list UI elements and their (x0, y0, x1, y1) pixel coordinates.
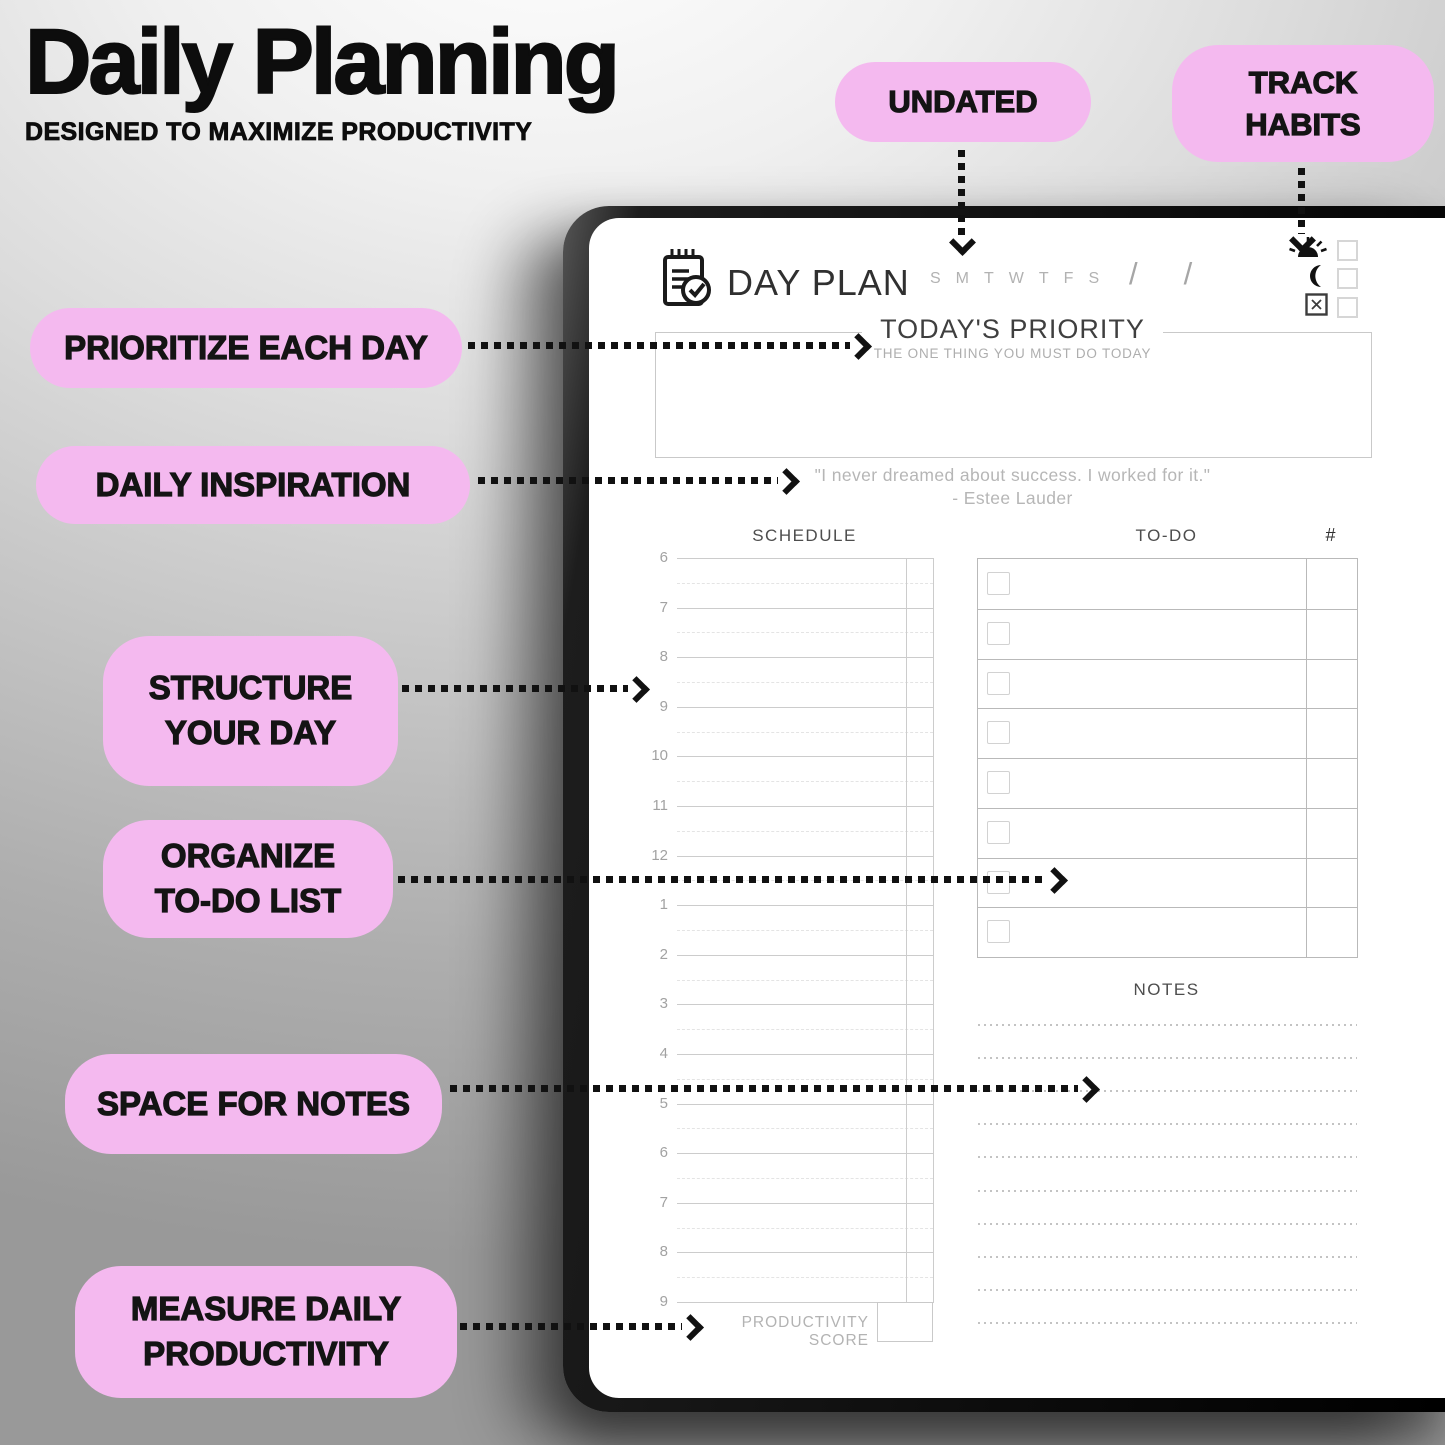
weekday-letter: W (1008, 270, 1026, 287)
schedule-hour-label: 11 (652, 797, 668, 814)
callout-track-habits: TRACK HABITS (1172, 45, 1434, 162)
quote-text: "I never dreamed about success. I worked for it." (814, 465, 1211, 485)
quote-author: - Estee Lauder (952, 488, 1073, 508)
schedule-hour-label: 3 (659, 995, 668, 1013)
weekday-letter: S (1088, 270, 1102, 287)
arrowhead-right-icon (773, 468, 800, 495)
schedule-hour-label: 9 (659, 1293, 668, 1310)
callout-measure: MEASURE DAILY PRODUCTIVITY (75, 1266, 457, 1398)
weekday-letter: T (984, 270, 996, 287)
notes-line (978, 1156, 1357, 1158)
habit-checkbox (1337, 268, 1358, 289)
schedule-hour-label: 7 (659, 598, 668, 616)
todo-row (978, 559, 1357, 610)
date-separators (1129, 256, 1192, 292)
arrow-prioritize (468, 332, 870, 358)
schedule-hour-label: 12 (651, 846, 668, 864)
todo-count-header: # (1325, 525, 1336, 545)
schedule-hour-line (677, 1054, 933, 1055)
schedule-hour-label: 6 (659, 1144, 668, 1162)
todo-row (978, 907, 1357, 957)
schedule-hour-label: 1 (659, 896, 668, 914)
schedule-hour-label: 6 (659, 549, 668, 566)
schedule-divider (906, 558, 907, 1303)
planner-cover (563, 206, 1445, 1412)
productivity-score-box (877, 1302, 933, 1342)
todo-checkbox (987, 622, 1010, 645)
schedule-hour-line (677, 608, 933, 609)
arrowhead-down-icon (1289, 227, 1316, 254)
page-title: Daily Planning (25, 11, 617, 113)
todo-checkbox (987, 672, 1010, 695)
arrowhead-right-icon (677, 1314, 704, 1341)
schedule-half-hour-line (677, 1277, 933, 1278)
priority-subtitle: THE ONE THING YOU MUST DO TODAY (873, 346, 1152, 361)
notes-line (978, 1123, 1357, 1125)
arrow-undated (948, 150, 974, 254)
callout-structure: STRUCTURE YOUR DAY (103, 636, 398, 786)
priority-title: TODAY'S PRIORITY (655, 314, 1370, 345)
arrowhead-down-icon (949, 229, 976, 256)
arrow-space-notes (450, 1075, 1098, 1101)
weekday-letter: S (930, 270, 943, 287)
todo-row (978, 659, 1357, 710)
arrow-structure (402, 675, 648, 701)
moon-icon (1305, 264, 1329, 293)
schedule-half-hour-line (677, 632, 933, 633)
notes-line (978, 1322, 1357, 1324)
todo-row (978, 708, 1357, 759)
schedule-half-hour-line (677, 980, 933, 981)
schedule-hour-line (677, 1104, 933, 1105)
schedule-hour-line (677, 657, 933, 658)
schedule-title: SCHEDULE (752, 526, 857, 545)
notes-line (978, 1057, 1357, 1059)
arrowhead-right-icon (845, 333, 872, 360)
arrowhead-right-icon (623, 676, 650, 703)
weekday-row (930, 270, 1101, 288)
schedule-half-hour-line (677, 781, 933, 782)
todo-row (978, 808, 1357, 859)
planner-page (589, 218, 1445, 1398)
schedule-half-hour-line (677, 682, 933, 683)
date-separator: / (1183, 256, 1193, 291)
schedule-hour-line (677, 707, 933, 708)
schedule-half-hour-line (677, 1228, 933, 1229)
todo-row (978, 758, 1357, 809)
schedule-half-hour-line (677, 1029, 933, 1030)
schedule-hour-line (677, 856, 933, 857)
schedule-hour-line (677, 806, 933, 807)
callout-organize: ORGANIZE TO-DO LIST (103, 820, 393, 938)
notes-line (978, 1256, 1357, 1258)
todo-checkbox (987, 821, 1010, 844)
callout-undated: UNDATED (835, 62, 1091, 142)
productivity-label: PRODUCTIVITY SCORE (741, 1314, 869, 1349)
schedule-hour-label: 10 (651, 747, 668, 765)
todo-row (978, 609, 1357, 660)
arrow-track-habits (1288, 168, 1314, 252)
arrow-measure (460, 1313, 702, 1339)
schedule-hour-line (677, 1252, 933, 1253)
todo-checkbox (987, 721, 1010, 744)
schedule-hour-label: 2 (659, 945, 668, 963)
todo-table (977, 558, 1358, 958)
arrow-organize (398, 866, 1066, 892)
todo-checkbox (987, 771, 1010, 794)
notes-line (978, 1289, 1357, 1291)
schedule-hour-line (677, 1153, 933, 1154)
schedule-right-border (933, 558, 934, 1303)
schedule-hour-line (677, 1203, 933, 1204)
schedule-hour-line (677, 558, 933, 559)
notes-line (978, 1223, 1357, 1225)
habit-checkbox (1337, 240, 1358, 261)
page-subtitle: DESIGNED TO MAXIMIZE PRODUCTIVITY (25, 118, 533, 146)
weekday-letter: M (955, 270, 971, 287)
schedule-half-hour-line (677, 831, 933, 832)
headline-block (25, 11, 617, 147)
day-plan-icon (659, 246, 715, 315)
arrowhead-right-icon (1073, 1076, 1100, 1103)
planner-title: DAY PLAN (727, 262, 910, 303)
schedule-half-hour-line (677, 732, 933, 733)
weekday-letter: F (1063, 270, 1076, 287)
notes-title: NOTES (1133, 980, 1200, 999)
notes-line (978, 1024, 1357, 1026)
schedule-hour-label: 4 (659, 1045, 668, 1062)
callout-prioritize: PRIORITIZE EACH DAY (30, 308, 462, 388)
schedule-hour-label: 7 (659, 1193, 668, 1211)
schedule-half-hour-line (677, 1178, 933, 1179)
schedule-hour-label: 8 (659, 648, 668, 666)
schedule-half-hour-line (677, 930, 933, 931)
notes-line (978, 1190, 1357, 1192)
schedule-hour-label: 5 (659, 1094, 668, 1112)
date-separator: / (1129, 256, 1138, 291)
schedule-hour-label: 9 (659, 697, 668, 715)
arrowhead-right-icon (1041, 867, 1068, 894)
schedule-half-hour-line (677, 583, 933, 584)
schedule-hour-label: 8 (659, 1243, 668, 1261)
schedule-hour-line (677, 756, 933, 757)
arrow-inspiration (478, 467, 798, 493)
callout-space-notes: SPACE FOR NOTES (65, 1054, 442, 1154)
callout-inspiration: DAILY INSPIRATION (36, 446, 470, 524)
schedule-half-hour-line (677, 1128, 933, 1129)
todo-checkbox (987, 920, 1010, 943)
schedule-hour-line (677, 905, 933, 906)
todo-title: TO-DO (1135, 526, 1198, 545)
schedule-hour-line (677, 1004, 933, 1005)
todo-checkbox (987, 572, 1010, 595)
schedule-hour-line (677, 955, 933, 956)
weekday-letter: T (1038, 270, 1051, 287)
